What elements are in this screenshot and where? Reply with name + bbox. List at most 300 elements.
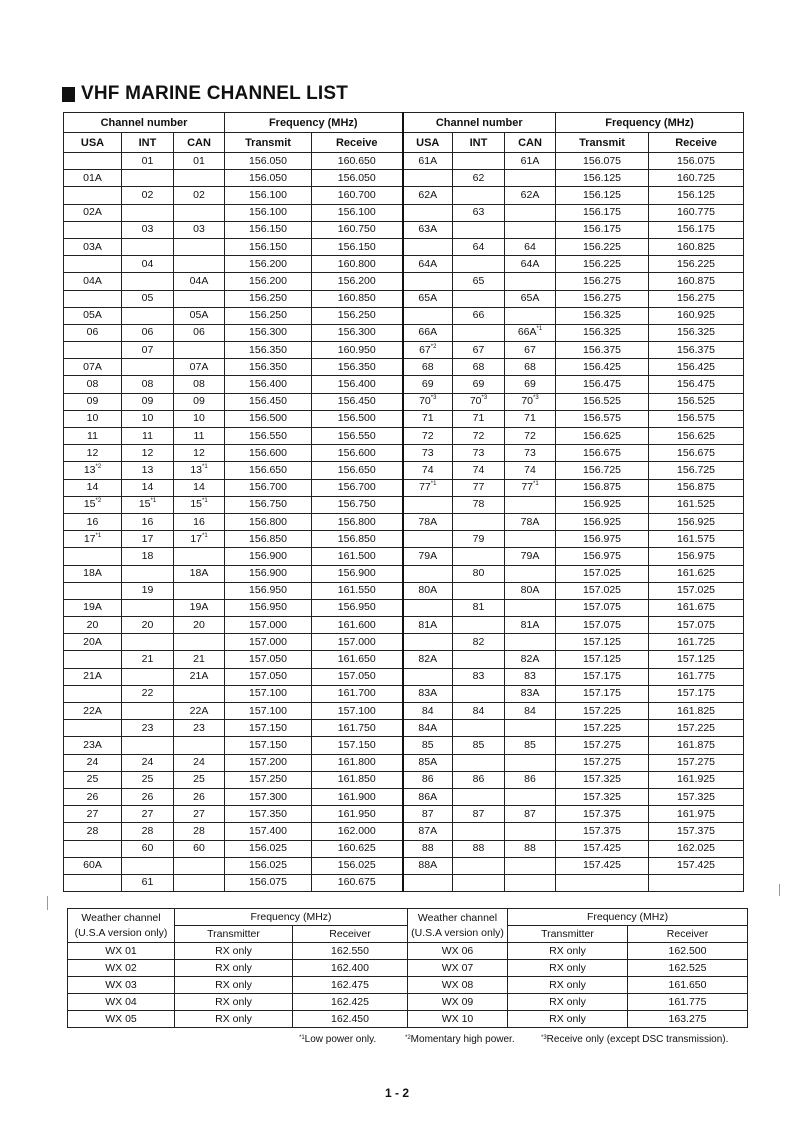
header-int-right: INT [453, 133, 505, 153]
right-usa-cell: 83A [403, 685, 453, 702]
weather-table-body [68, 943, 748, 1028]
left-can-cell: 18A [174, 565, 225, 582]
right-can-cell: 62A [505, 187, 556, 204]
footnote-marker: *1 [95, 532, 102, 539]
table-row [68, 943, 748, 960]
left-receive-cell: 156.850 [312, 531, 403, 548]
wx-header-frequency-right: Frequency (MHz) [508, 909, 748, 926]
left-usa-cell: 02A [64, 204, 122, 221]
right-can-cell: 80A [505, 582, 556, 599]
left-can-cell: 60 [174, 840, 225, 857]
right-can-cell: 87 [505, 806, 556, 823]
right-int-cell: 67 [453, 342, 505, 359]
left-int-cell: 04 [122, 256, 174, 273]
left-transmit-cell: 156.050 [225, 153, 312, 170]
wx-right-transmitter-cell: RX only [508, 960, 628, 977]
left-can-cell: 23 [174, 720, 225, 737]
left-int-cell: 11 [122, 428, 174, 445]
left-transmit-cell: 157.300 [225, 788, 312, 805]
right-usa-cell: 82A [403, 651, 453, 668]
right-int-cell [453, 651, 505, 668]
table-row [64, 754, 744, 771]
right-int-cell [453, 617, 505, 634]
wx-right-transmitter-cell: RX only [508, 994, 628, 1011]
right-receive-cell: 161.925 [649, 771, 744, 788]
left-int-cell: 12 [122, 445, 174, 462]
right-int-cell: 79 [453, 531, 505, 548]
left-usa-cell: 10 [64, 410, 122, 427]
left-receive-cell: 157.100 [312, 703, 403, 720]
page-title-text: VHF MARINE CHANNEL LIST [81, 83, 349, 104]
left-usa-cell: 12 [64, 445, 122, 462]
right-can-cell: 64 [505, 238, 556, 255]
left-int-cell [122, 737, 174, 754]
right-receive-cell: 156.625 [649, 428, 744, 445]
right-transmit-cell: 156.275 [556, 290, 649, 307]
right-int-cell: 88 [453, 840, 505, 857]
right-receive-cell: 157.175 [649, 685, 744, 702]
table-row [64, 874, 744, 891]
right-receive-cell: 156.075 [649, 153, 744, 170]
right-transmit-cell: 157.325 [556, 788, 649, 805]
right-receive-cell: 156.875 [649, 479, 744, 496]
left-int-cell [122, 273, 174, 290]
footnote-marker: *1 [202, 463, 208, 470]
right-transmit-cell: 156.075 [556, 153, 649, 170]
title-square-icon [62, 87, 75, 102]
left-int-cell [122, 703, 174, 720]
left-transmit-cell: 156.900 [225, 548, 312, 565]
right-usa-cell: 84A [403, 720, 453, 737]
table-row [64, 410, 744, 427]
right-can-cell: 71 [505, 410, 556, 427]
right-can-cell: 86 [505, 771, 556, 788]
right-transmit-cell: 156.475 [556, 376, 649, 393]
right-int-cell [453, 582, 505, 599]
table-row [64, 531, 744, 548]
table-row [64, 428, 744, 445]
right-transmit-cell [556, 874, 649, 891]
header-transmit-right: Transmit [556, 133, 649, 153]
left-int-cell: 17 [122, 531, 174, 548]
right-usa-cell: 81A [403, 617, 453, 634]
left-usa-cell: 13$^{*2}$ [64, 462, 122, 479]
right-can-cell: 61A [505, 153, 556, 170]
left-receive-cell: 160.750 [312, 221, 403, 238]
left-receive-cell: 156.900 [312, 565, 403, 582]
table-row [64, 221, 744, 238]
header-can-right: CAN [505, 133, 556, 153]
page-number: 1 - 2 [384, 1086, 409, 1100]
left-can-cell: 02 [174, 187, 225, 204]
table-row [68, 977, 748, 994]
right-int-cell: 72 [453, 428, 505, 445]
right-usa-cell: 74 [403, 462, 453, 479]
left-int-cell: 26 [122, 788, 174, 805]
left-usa-cell: 18A [64, 565, 122, 582]
left-transmit-cell: 156.450 [225, 393, 312, 410]
right-int-cell: 77 [453, 479, 505, 496]
left-transmit-cell: 156.150 [225, 238, 312, 255]
right-receive-cell: 162.025 [649, 840, 744, 857]
left-can-cell: 24 [174, 754, 225, 771]
table-row [64, 737, 744, 754]
right-can-cell [505, 857, 556, 874]
left-can-cell [174, 238, 225, 255]
left-usa-cell: 15$^{*2}$ [64, 496, 122, 513]
left-receive-cell: 160.650 [312, 153, 403, 170]
left-receive-cell: 161.550 [312, 582, 403, 599]
right-transmit-cell: 156.975 [556, 531, 649, 548]
left-can-cell [174, 634, 225, 651]
left-receive-cell: 156.550 [312, 428, 403, 445]
wx-right-transmitter-cell: RX only [508, 1011, 628, 1028]
right-transmit-cell: 156.925 [556, 496, 649, 513]
left-int-cell [122, 668, 174, 685]
channel-table [63, 112, 744, 892]
footnote-marker: *3 [481, 395, 488, 402]
left-receive-cell: 161.900 [312, 788, 403, 805]
wx-left-transmitter-cell: RX only [175, 943, 293, 960]
left-receive-cell: 161.600 [312, 617, 403, 634]
table-row [64, 170, 744, 187]
right-usa-cell [403, 273, 453, 290]
left-int-cell: 60 [122, 840, 174, 857]
left-transmit-cell: 157.400 [225, 823, 312, 840]
left-can-cell: 04A [174, 273, 225, 290]
wx-left-transmitter-cell: RX only [175, 960, 293, 977]
left-usa-cell: 08 [64, 376, 122, 393]
left-usa-cell: 05A [64, 307, 122, 324]
right-int-cell [453, 324, 505, 341]
left-int-cell [122, 565, 174, 582]
right-can-cell [505, 565, 556, 582]
left-can-cell: 07A [174, 359, 225, 376]
right-receive-cell: 157.375 [649, 823, 744, 840]
left-can-cell: 08 [174, 376, 225, 393]
right-int-cell: 83 [453, 668, 505, 685]
left-int-cell [122, 599, 174, 616]
right-int-cell: 81 [453, 599, 505, 616]
right-transmit-cell: 157.125 [556, 634, 649, 651]
right-transmit-cell: 157.375 [556, 806, 649, 823]
header-receive-right: Receive [649, 133, 744, 153]
left-usa-cell [64, 221, 122, 238]
right-transmit-cell: 156.575 [556, 410, 649, 427]
table-row [64, 376, 744, 393]
right-int-cell [453, 290, 505, 307]
right-int-cell: 65 [453, 273, 505, 290]
right-int-cell: 78 [453, 496, 505, 513]
left-receive-cell: 156.700 [312, 479, 403, 496]
left-int-cell: 28 [122, 823, 174, 840]
right-transmit-cell: 157.075 [556, 617, 649, 634]
right-usa-cell [403, 238, 453, 255]
right-usa-cell [403, 668, 453, 685]
left-int-cell [122, 634, 174, 651]
right-can-cell: 65A [505, 290, 556, 307]
right-can-cell: 72 [505, 428, 556, 445]
table-row [68, 1011, 748, 1028]
wx-left-receiver-cell: 162.400 [293, 960, 408, 977]
left-int-cell: 25 [122, 771, 174, 788]
left-int-cell: 13 [122, 462, 174, 479]
right-receive-cell: 161.575 [649, 531, 744, 548]
left-can-cell: 13$^{*1}$ [174, 462, 225, 479]
left-transmit-cell: 157.050 [225, 651, 312, 668]
left-transmit-cell: 156.800 [225, 513, 312, 530]
right-usa-cell [403, 496, 453, 513]
wx-header-channel-line1: Weather channel [81, 911, 161, 924]
footnote-marker: *1 [202, 498, 208, 505]
left-can-cell: 17$^{*1}$ [174, 531, 225, 548]
left-usa-cell: 06 [64, 324, 122, 341]
right-receive-cell: 160.775 [649, 204, 744, 221]
right-transmit-cell: 156.875 [556, 479, 649, 496]
right-can-cell: 88 [505, 840, 556, 857]
footnote-marker: *3 [533, 395, 539, 402]
right-receive-cell: 156.125 [649, 187, 744, 204]
left-transmit-cell: 156.050 [225, 170, 312, 187]
right-can-cell: 68 [505, 359, 556, 376]
left-can-cell: 03 [174, 221, 225, 238]
left-can-cell: 10 [174, 410, 225, 427]
right-can-cell [505, 221, 556, 238]
left-transmit-cell: 156.200 [225, 256, 312, 273]
right-receive-cell: 157.325 [649, 788, 744, 805]
left-int-cell [122, 307, 174, 324]
wx-header-frequency: Frequency (MHz) [175, 909, 408, 926]
right-int-cell [453, 788, 505, 805]
wx-left-transmitter-cell: RX only [175, 994, 293, 1011]
right-usa-cell: 72 [403, 428, 453, 445]
header-row-1 [64, 113, 744, 133]
left-transmit-cell: 156.350 [225, 359, 312, 376]
wx-left-channel-cell: WX 02 [68, 960, 175, 977]
left-can-cell: 15$^{*1}$ [174, 496, 225, 513]
left-can-cell [174, 290, 225, 307]
left-usa-cell: 01A [64, 170, 122, 187]
left-receive-cell: 156.400 [312, 376, 403, 393]
right-usa-cell [403, 634, 453, 651]
left-receive-cell: 156.025 [312, 857, 403, 874]
left-usa-cell: 16 [64, 513, 122, 530]
left-transmit-cell: 156.075 [225, 874, 312, 891]
left-usa-cell [64, 187, 122, 204]
right-transmit-cell: 156.725 [556, 462, 649, 479]
left-can-cell [174, 548, 225, 565]
header-transmit: Transmit [225, 133, 312, 153]
right-usa-cell: 66A [403, 324, 453, 341]
footnote-marker: *2 [95, 463, 102, 470]
header-frequency: Frequency (MHz) [225, 113, 403, 133]
right-receive-cell: 160.925 [649, 307, 744, 324]
left-transmit-cell: 157.050 [225, 668, 312, 685]
right-transmit-cell: 156.925 [556, 513, 649, 530]
left-receive-cell: 156.250 [312, 307, 403, 324]
right-can-cell: 83A [505, 685, 556, 702]
left-int-cell: 15$^{*1}$ [122, 496, 174, 513]
left-usa-cell [64, 342, 122, 359]
left-usa-cell: 17$^{*1}$ [64, 531, 122, 548]
right-receive-cell: 156.525 [649, 393, 744, 410]
left-transmit-cell: 156.900 [225, 565, 312, 582]
left-usa-cell [64, 651, 122, 668]
footnote-marker: *2 [430, 343, 437, 350]
table-row [64, 823, 744, 840]
table-row [64, 256, 744, 273]
right-transmit-cell: 156.225 [556, 238, 649, 255]
weather-channel-table [67, 908, 748, 1028]
footnote-marker: *1 [536, 326, 543, 333]
right-can-cell [505, 273, 556, 290]
left-can-cell [174, 857, 225, 874]
footnote-2-text: Momentary high power. [410, 1034, 515, 1045]
right-int-cell [453, 513, 505, 530]
header-row-2 [64, 133, 744, 153]
right-usa-cell: 67$^{*2}$ [403, 342, 453, 359]
right-receive-cell: 156.275 [649, 290, 744, 307]
left-transmit-cell: 157.100 [225, 703, 312, 720]
footnote-3 [541, 1034, 728, 1045]
right-int-cell [453, 685, 505, 702]
right-receive-cell: 160.725 [649, 170, 744, 187]
right-usa-cell: 86 [403, 771, 453, 788]
left-receive-cell: 156.300 [312, 324, 403, 341]
left-usa-cell: 09 [64, 393, 122, 410]
left-receive-cell: 156.950 [312, 599, 403, 616]
right-can-cell [505, 754, 556, 771]
left-usa-cell [64, 685, 122, 702]
table-row [64, 273, 744, 290]
wx-right-transmitter-cell: RX only [508, 943, 628, 960]
left-can-cell [174, 256, 225, 273]
left-usa-cell: 04A [64, 273, 122, 290]
left-transmit-cell: 156.025 [225, 857, 312, 874]
right-int-cell: 86 [453, 771, 505, 788]
wx-left-channel-cell: WX 01 [68, 943, 175, 960]
right-usa-cell: 65A [403, 290, 453, 307]
table-row [64, 462, 744, 479]
left-usa-cell [64, 874, 122, 891]
right-receive-cell: 156.575 [649, 410, 744, 427]
footnote-1 [299, 1034, 376, 1045]
table-row [64, 685, 744, 702]
right-transmit-cell: 157.425 [556, 840, 649, 857]
left-transmit-cell: 157.150 [225, 737, 312, 754]
right-usa-cell: 87A [403, 823, 453, 840]
right-transmit-cell: 157.225 [556, 720, 649, 737]
right-transmit-cell: 156.225 [556, 256, 649, 273]
left-int-cell: 05 [122, 290, 174, 307]
left-transmit-cell: 156.025 [225, 840, 312, 857]
left-receive-cell: 156.800 [312, 513, 403, 530]
footnote-2-mark: *2 [405, 1035, 411, 1041]
right-receive-cell: 161.725 [649, 634, 744, 651]
left-receive-cell: 156.650 [312, 462, 403, 479]
wx-right-channel-cell: WX 07 [408, 960, 508, 977]
left-int-cell [122, 857, 174, 874]
footnote-3-text: Receive only (except DSC transmission). [546, 1034, 729, 1045]
table-row [64, 513, 744, 530]
right-receive-cell: 156.325 [649, 324, 744, 341]
left-int-cell: 02 [122, 187, 174, 204]
left-usa-cell: 22A [64, 703, 122, 720]
right-can-cell [505, 307, 556, 324]
wx-left-channel-cell: WX 03 [68, 977, 175, 994]
wx-right-transmitter-cell: RX only [508, 977, 628, 994]
left-can-cell: 01 [174, 153, 225, 170]
wx-header-receiver-right: Receiver [628, 926, 748, 943]
footnote-marker: *2 [95, 498, 102, 505]
right-can-cell: 84 [505, 703, 556, 720]
left-usa-cell: 20 [64, 617, 122, 634]
wx-right-receiver-cell: 161.650 [628, 977, 748, 994]
right-usa-cell: 73 [403, 445, 453, 462]
right-transmit-cell: 156.525 [556, 393, 649, 410]
left-transmit-cell: 156.350 [225, 342, 312, 359]
left-int-cell: 24 [122, 754, 174, 771]
right-transmit-cell: 157.025 [556, 582, 649, 599]
right-usa-cell: 84 [403, 703, 453, 720]
left-can-cell: 21A [174, 668, 225, 685]
wx-right-receiver-cell: 163.275 [628, 1011, 748, 1028]
left-usa-cell: 26 [64, 788, 122, 805]
left-transmit-cell: 156.750 [225, 496, 312, 513]
left-int-cell: 16 [122, 513, 174, 530]
right-usa-cell: 61A [403, 153, 453, 170]
header-usa-right: USA [403, 133, 453, 153]
right-transmit-cell: 157.425 [556, 857, 649, 874]
wx-header-receiver: Receiver [293, 926, 408, 943]
right-receive-cell: 157.075 [649, 617, 744, 634]
right-usa-cell: 63A [403, 221, 453, 238]
left-receive-cell: 162.000 [312, 823, 403, 840]
right-int-cell [453, 720, 505, 737]
right-can-cell: 85 [505, 737, 556, 754]
left-transmit-cell: 156.250 [225, 307, 312, 324]
left-transmit-cell: 157.000 [225, 617, 312, 634]
left-usa-cell: 21A [64, 668, 122, 685]
right-receive-cell: 161.525 [649, 496, 744, 513]
left-receive-cell: 160.800 [312, 256, 403, 273]
right-usa-cell: 78A [403, 513, 453, 530]
left-can-cell: 05A [174, 307, 225, 324]
left-int-cell: 03 [122, 221, 174, 238]
right-int-cell: 85 [453, 737, 505, 754]
footnote-marker: *1 [150, 498, 157, 505]
left-transmit-cell: 156.950 [225, 599, 312, 616]
right-can-cell [505, 788, 556, 805]
right-transmit-cell: 157.025 [556, 565, 649, 582]
wx-left-receiver-cell: 162.450 [293, 1011, 408, 1028]
footnote-3-mark: *3 [541, 1035, 547, 1041]
wx-header-row-1 [68, 909, 748, 926]
left-usa-cell: 11 [64, 428, 122, 445]
wx-header-channel-right-line2: (U.S.A version only) [411, 926, 504, 939]
right-usa-cell: 71 [403, 410, 453, 427]
right-usa-cell [403, 531, 453, 548]
right-int-cell: 82 [453, 634, 505, 651]
left-transmit-cell: 157.150 [225, 720, 312, 737]
left-usa-cell [64, 720, 122, 737]
left-can-cell: 12 [174, 445, 225, 462]
footnote-marker: *1 [430, 481, 437, 488]
right-transmit-cell: 157.325 [556, 771, 649, 788]
right-receive-cell: 156.425 [649, 359, 744, 376]
left-int-cell [122, 170, 174, 187]
table-row [64, 445, 744, 462]
